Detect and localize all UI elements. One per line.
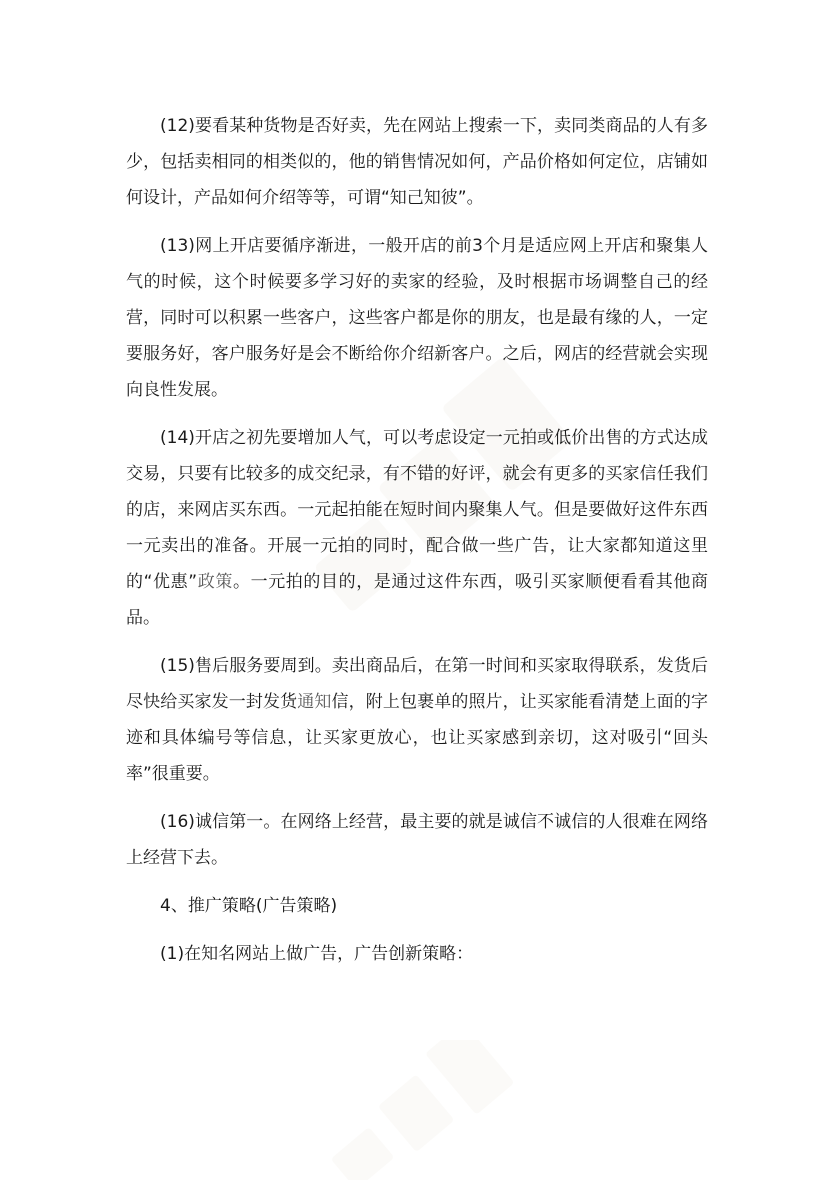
document-body [126,108,708,972]
paragraph-12: (12)要看某种货物是否好卖，先在网站上搜索一下，卖同类商品的人有多少，包括卖相同的相类似的，他的销售情况如何，产品价格如何定位，店铺如何设计，产品如何介绍等等，可谓“知己知彼”。 [126,116,708,208]
watermark-bottom-icon [300,1040,540,1180]
paragraph-14-part-2: 。一元拍的目的，是通过这件东西，吸引买家顺便看看其他商品。 [126,572,709,628]
policy-link[interactable]: 政策 [197,572,233,592]
paragraph-ad-1: (1)在知名网站上做广告，广告创新策略： [160,944,474,964]
paragraph-13: (13)网上开店要循序渐进，一般开店的前3个月是适应网上开店和聚集人气的时候，这个时候要多学习好的卖家的经验，及时根据市场调整自己的经营，同时可以积累一些客户，这些客户都是你的朋友，也是最有缘的人，一定要服务好，客户服务好是会不断给你介绍新客户。之后，网店的经营就会实现向良性发展。 [126,236,708,400]
section-heading-promotion: 4、推广策略(广告策略) [160,896,338,916]
paragraph-14-part-1: (14)开店之初先要增加人气，可以考虑设定一元拍或低价出售的方式达成交易，只要有比较多的成交纪录，有不错的好评，就会有更多的买家信任我们的店，来网店买东西。一元起拍能在短时间内聚集人气。但是要做好这件东西一元卖出的准备。开展一元拍的同时，配合做一些广告，让大家都知道这里的“优惠” [126,428,708,592]
paragraph-14 [126,420,708,636]
paragraph-15 [126,648,708,792]
paragraph-15-part-2: 信，附上包裹单的照片，让买家能看清楚上面的字迹和具体编号等信息，让买家更放心，也让买家感到亲切，这对吸引“回头率”很重要。 [126,692,709,784]
notice-link[interactable]: 通知 [297,692,332,712]
paragraph-15-part-1: (15)售后服务要周到。卖出商品后，在第一时间和买家取得联系，发货后尽快给买家发一封发货 [126,656,708,712]
paragraph-16: (16)诚信第一。在网络上经营，最主要的就是诚信不诚信的人很难在网络上经营下去。 [126,812,708,868]
